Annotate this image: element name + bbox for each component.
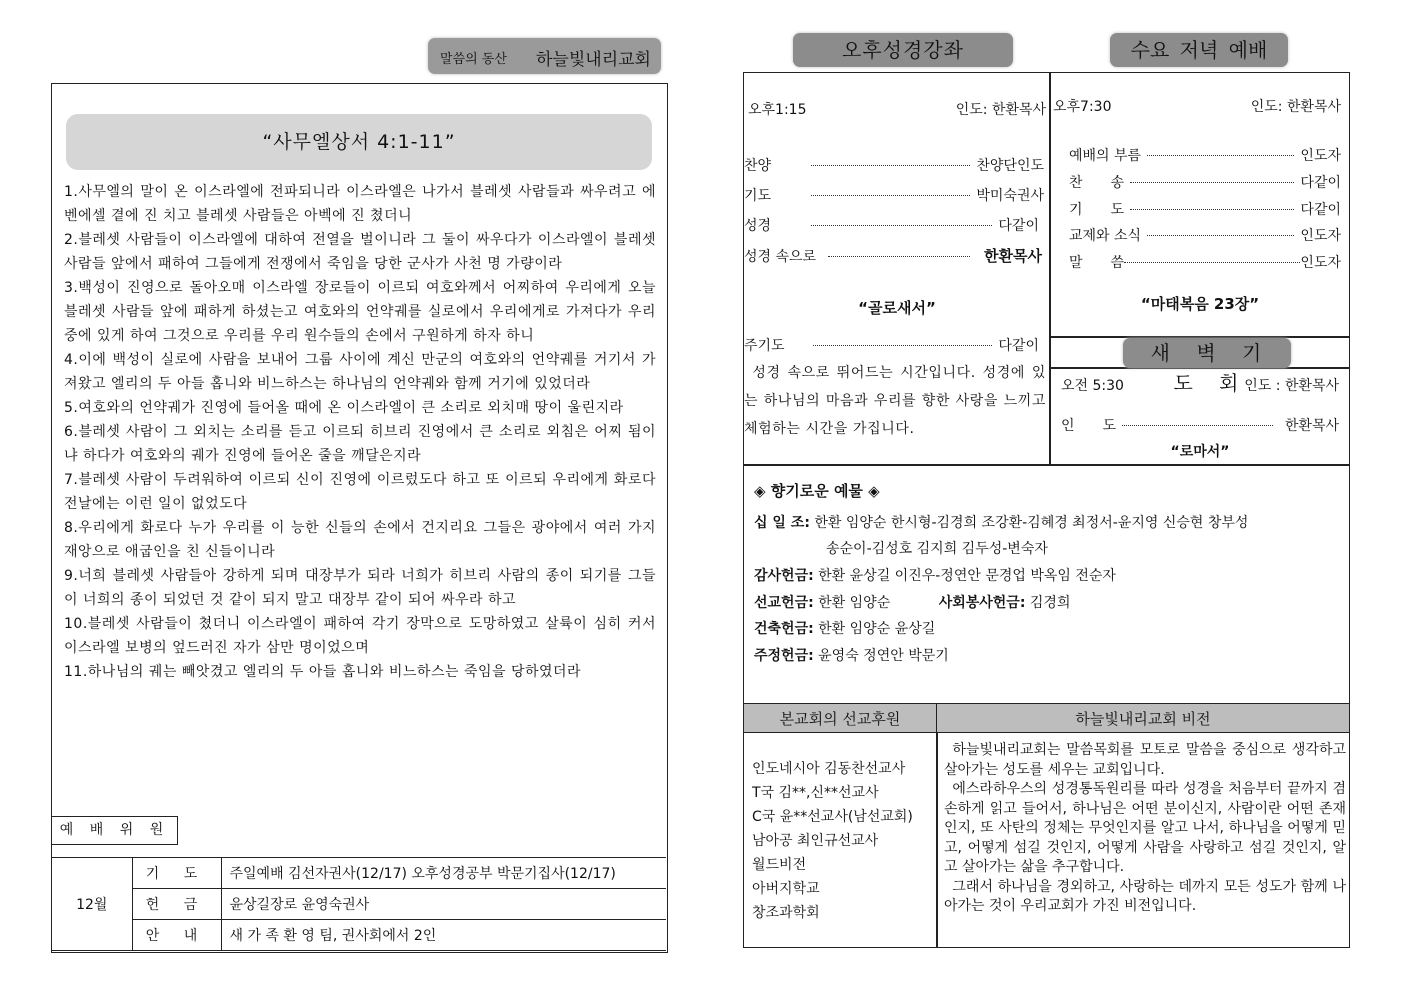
divider — [936, 703, 938, 947]
program-item: 말 씀 인도자 — [1069, 255, 1341, 271]
offering-row: 십 일 조: 한환 임양순 한시형-김경희 조강환-김혜경 최정서-윤지영 신승현 창부성 — [754, 515, 1249, 531]
committee-role: 헌 금 — [132, 889, 221, 920]
afternoon-study-section — [744, 73, 1050, 465]
scripture-verse: 11.하나님의 궤는 빼앗겼고 엘리의 두 아들 홉니와 비느하스는 죽임을 당하였더라 — [64, 664, 582, 680]
program-item: 주기도 다같이 — [744, 338, 1039, 354]
missions-list — [752, 757, 913, 925]
vision-paragraph: 에스라하우스의 성경통독원리를 따라 성경을 처음부터 끝까지 겸손하게 읽고 들어서, 하나님은 어떤 분이신지, 사람이란 어떤 존재인지, 또 사탄의 정체는 무엇인지를 알고 나서, 하나님을 어떻게 믿고, 어떻게 섬길 것인지, 어떻게 사람을 사랑하고 섬길 것인지, 알고 살아가는 삶을 추구합니다. — [944, 781, 1346, 875]
scripture-verse: 1.사무엘의 말이 온 이스라엘에 전파되니라 이스라엘은 나가서 블레셋 사람들과 싸우려고 에벤에셀 곁에 진 치고 블레셋 사람들은 아벡에 진 쳤더니 — [64, 184, 656, 224]
list-item: 아버지학교 — [752, 881, 820, 897]
service-time: 오후1:15 — [748, 102, 807, 118]
vision-paragraph: 하늘빛내리교회는 말씀목회를 모토로 말씀을 중심으로 생각하고 살아가는 성도를 세우는 교회입니다. — [944, 742, 1346, 778]
service-leader: 인도: 한환목사 — [955, 102, 1046, 118]
scripture-verse: 3.백성이 진영으로 돌아오매 이스라엘 장로들이 이르되 여호와께서 어찌하여 우리에게 오늘 블레셋 사람들 앞에 패하게 하셨는고 여호와의 언약궤를 실로에서 우리에게로 가져다가 우리 중에 있게 하여 그것으로 우리를 우리 원수들의 손에서 구원하게 하자 하니 — [64, 280, 656, 344]
service-leader: 인도: 한환목사 — [1250, 99, 1341, 115]
services-panel — [743, 72, 1350, 948]
scripture-title: “사무엘상서 4:1-11” — [66, 114, 652, 170]
scripture-verse: 6.블레셋 사람이 그 외치는 소리를 듣고 이르되 히브리 진영에서 큰 소리로 외침은 어찌 됨이냐 하다가 여호와의 궤가 진영에 들어온 줄을 깨달은지라 — [64, 424, 656, 464]
program-item: 성경 속으로 한환목사 — [744, 247, 1042, 265]
church-header-badge — [428, 38, 661, 74]
scripture-verse: 2.블레셋 사람들이 이스라엘에 대하여 전열을 벌이니라 그 둘이 싸우다가 이스라엘이 블레셋 사람들 앞에서 패하여 그들에게 전쟁에서 죽임을 당한 군사가 사천 명 가량이라 — [64, 232, 656, 272]
committee-role: 기 도 — [132, 858, 221, 889]
offering-row: 주정헌금: 윤영숙 정연안 박문기 — [754, 648, 949, 664]
wednesday-service-title: 수요 저녁 예배 — [1110, 33, 1288, 67]
service-time: 오전 5:30 — [1061, 378, 1124, 394]
program-item: 인 도 한환목사 — [1061, 418, 1339, 434]
list-item: T국 김**,신**선교사 — [752, 785, 879, 801]
bottom-header-row — [744, 703, 1349, 733]
church-name: 하늘빛내리교회 — [536, 50, 651, 70]
scripture-panel — [51, 83, 668, 953]
program-item: 찬 송 다같이 — [1069, 175, 1341, 191]
dawn-prayer-section — [1051, 337, 1349, 465]
offerings-section — [744, 466, 1349, 703]
committee-label: 예 배 위 원 — [52, 816, 178, 845]
vision-header: 하늘빛내리교회 비전 — [1075, 709, 1211, 728]
afternoon-book: “골로새서” — [858, 299, 936, 317]
committee-value: 주일예배 김선자권사(12/17) 오후성경공부 박문기집사(12/17) — [221, 858, 666, 889]
program-item: 교제와 소식 인도자 — [1069, 228, 1341, 244]
program-item: 성경 다같이 — [744, 218, 1039, 234]
dawn-prayer-title: 새 벽 기 도 회 — [1123, 338, 1291, 368]
list-item: 남아공 최인규선교사 — [752, 833, 879, 849]
vision-text — [944, 741, 1346, 917]
offerings-title: ◈ 향기로운 예물 ◈ — [754, 482, 880, 500]
service-time: 오후7:30 — [1053, 99, 1112, 115]
list-item: 월드비전 — [752, 857, 807, 873]
scripture-verse: 4.이에 백성이 실로에 사람을 보내어 그룹 사이에 계신 만군의 여호와의 언약궤를 거기서 가져왔고 엘리의 두 아들 홉니와 비느하스는 하나님의 언약궤와 함께 거기에 있었더라 — [64, 352, 656, 392]
scripture-verse: 8.우리에게 화로다 누가 우리를 이 능한 신들의 손에서 건지리요 그들은 광야에서 여러 가지 재앙으로 애굽인을 친 신들이니라 — [64, 520, 656, 560]
offering-row: 건축헌금: 한환 임양순 윤상길 — [754, 621, 936, 637]
program-item: 기 도 다같이 — [1069, 202, 1341, 218]
afternoon-description: 성경 속으로 뛰어드는 시간입니다. 성경에 있는 하나님의 마음과 우리를 향한 사랑을 느끼고 체험하는 시간을 가집니다. — [744, 365, 1046, 437]
scripture-verse: 9.너희 블레셋 사람들아 강하게 되며 대장부가 되라 너희가 히브리 사람의 종이 되기를 그들이 너희의 종이 되었던 것 같이 되지 말고 대장부 같이 되어 싸우라 하고 — [64, 568, 656, 608]
scripture-body — [64, 180, 656, 684]
missions-header: 본교회의 선교후원 — [744, 704, 937, 732]
committee-value: 윤상길장로 윤영숙권사 — [221, 889, 666, 920]
scripture-verse: 5.여호와의 언약궤가 진영에 들어올 때에 온 이스라엘이 큰 소리로 외치매 땅이 울린지라 — [64, 400, 624, 416]
offering-row: 감사헌금: 한환 윤상길 이진우-정연안 문경업 박옥임 전순자 — [754, 568, 1116, 584]
committee-table — [52, 857, 666, 951]
program-item: 찬양 찬양단인도 — [744, 158, 1044, 174]
offering-row: 선교헌금: 한환 임양순 사회봉사헌금: 김경희 — [754, 595, 1071, 611]
program-item: 기도 박미숙권사 — [744, 188, 1044, 204]
committee-month: 12월 — [52, 858, 132, 951]
table-row — [52, 889, 666, 920]
vision-paragraph: 그래서 하나님을 경외하고, 사랑하는 데까지 모든 성도가 함께 나아가는 것이 우리교회가 가진 비전입니다. — [944, 878, 1346, 914]
wednesday-book: “마태복음 23장” — [1140, 295, 1260, 313]
list-item: 인도네시아 김동찬선교사 — [752, 761, 906, 777]
list-item: C국 윤**선교사(남선교회) — [752, 809, 913, 825]
scripture-verse: 10.블레셋 사람들이 쳤더니 이스라엘이 패하여 각기 장막으로 도망하였고 살륙이 심히 커서 이스라엘 보병의 엎드러진 자가 삼만 명이었으며 — [64, 616, 656, 656]
table-row — [52, 858, 666, 889]
list-item: 창조과학회 — [752, 905, 820, 921]
offering-row: 송순이-김성호 김지희 김두성-변숙자 — [826, 541, 1048, 557]
committee-role: 안 내 — [132, 920, 221, 951]
table-row — [52, 920, 666, 951]
service-leader: 인도 : 한환목사 — [1244, 378, 1339, 394]
afternoon-study-title: 오후성경강좌 — [793, 33, 1013, 67]
church-motto: 말씀의 동산 — [440, 52, 507, 67]
committee-value: 새 가 족 환 영 팀, 권사회에서 2인 — [221, 920, 666, 951]
dawn-book: “로마서” — [1170, 444, 1230, 460]
wednesday-service-section — [1051, 73, 1349, 337]
program-item: 예배의 부름 인도자 — [1069, 148, 1341, 164]
scripture-verse: 7.블레셋 사람이 두려워하여 이르되 신이 진영에 이르렀도다 하고 또 이르되 우리에게 화로다 전날에는 이런 일이 없었도다 — [64, 472, 656, 512]
